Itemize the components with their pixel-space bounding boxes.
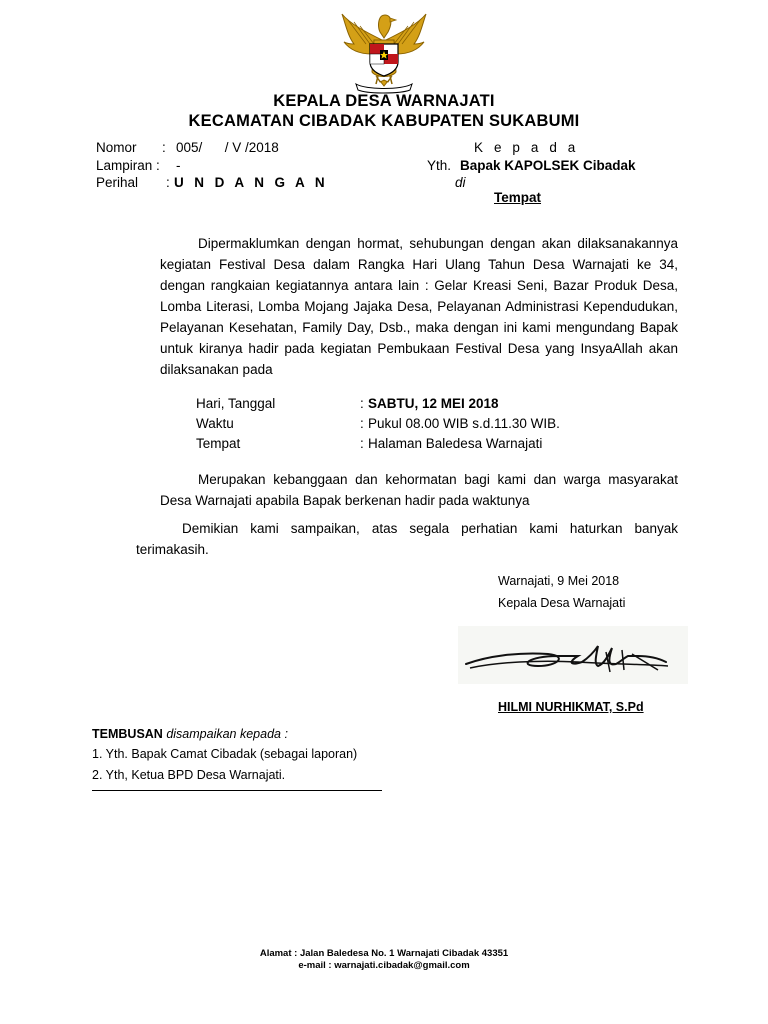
nomor-label: Nomor	[96, 140, 137, 155]
schedule-sep-place: :	[360, 436, 364, 451]
schedule-label-time: Waktu	[196, 416, 234, 431]
tembusan-item-1: 1. Yth. Bapak Camat Cibadak (sebagai laporan)	[92, 747, 358, 761]
tembusan-label-rest: disampaikan kepada :	[162, 727, 288, 741]
paragraph-3-text: Demikian kami sampaikan, atas segala perhatian kami haturkan banyak terimakasih.	[136, 521, 678, 557]
footer-email: e-mail : warnajati.cibadak@gmail.com	[298, 960, 470, 971]
letterhead-title: KEPALA DESA WARNAJATI	[273, 92, 495, 110]
schedule-label-date: Hari, Tanggal	[196, 396, 276, 411]
recipient-name: Bapak KAPOLSEK Cibadak	[460, 158, 636, 173]
footer-address: Alamat : Jalan Baledesa No. 1 Warnajati Cibadak 43351	[259, 948, 509, 959]
recipient-yth: Yth.	[427, 158, 452, 173]
body-paragraph-3	[136, 518, 678, 560]
recipient-di: di	[455, 175, 466, 190]
letterhead-subtitle: KECAMATAN CIBADAK KABUPATEN SUKABUMI	[188, 112, 580, 130]
signature-position: Kepala Desa Warnajati	[498, 596, 626, 610]
tembusan-heading	[92, 727, 288, 741]
paragraph-2-text: Merupakan kebanggaan dan kehormatan bagi kami dan warga masyarakat Desa Warnajati apabila Bapak berkenan hadir pada waktunya	[160, 472, 678, 508]
schedule-value-date: SABTU, 12 MEI 2018	[368, 396, 499, 411]
garuda-emblem-icon	[336, 10, 432, 96]
paragraph-1-text: Dipermaklumkan dengan hormat, sehubungan dengan akan dilaksanakannya kegiatan Festival Desa dalam Rangka Hari Ulang Tahun Desa Warnajati ke 34, dengan rangkaian kegiatannya antara lain : Gelar Kreasi Seni, Bazar Produk Desa, Lomba Literasi, Lomba Mojang Jajaka Desa, Pelayanan Administrasi Kependudukan, Pelayanan Kesehatan, Family Day, Dsb., maka dengan ini kami mengundang Bapak untuk kiranya hadir pada kegiatan Pembukaan Festival Desa yang InsyaAllah akan dilaksanakan pada	[160, 236, 678, 377]
tembusan-item-2: 2. Yth, Ketua BPD Desa Warnajati.	[92, 768, 286, 782]
nomor-separator: :	[162, 140, 166, 155]
signatory-name: HILMI NURHIKMAT, S.Pd	[498, 700, 644, 714]
body-paragraph-1	[160, 233, 678, 380]
schedule-sep-time: :	[360, 416, 364, 431]
tembusan-divider	[92, 790, 382, 791]
perihal-separator: :	[166, 175, 170, 190]
schedule-value-place: Halaman Baledesa Warnajati	[368, 436, 543, 451]
perihal-label: Perihal	[96, 175, 139, 190]
schedule-sep-date: :	[360, 396, 364, 411]
perihal-value: U N D A N G A N	[174, 175, 328, 190]
lampiran-value: -	[176, 158, 181, 173]
nomor-value: 005/ / V /2018	[176, 140, 279, 155]
kepada-label: K e p a d a	[474, 140, 579, 155]
body-paragraph-2	[160, 469, 678, 511]
schedule-label-place: Tempat	[196, 436, 241, 451]
lampiran-label: Lampiran :	[96, 158, 160, 173]
recipient-tempat: Tempat	[494, 190, 542, 205]
schedule-value-time: Pukul 08.00 WIB s.d.11.30 WIB.	[368, 416, 560, 431]
tembusan-label: TEMBUSAN	[92, 727, 163, 741]
signature-place-date: Warnajati, 9 Mei 2018	[498, 574, 620, 588]
handwritten-signature	[458, 626, 688, 684]
